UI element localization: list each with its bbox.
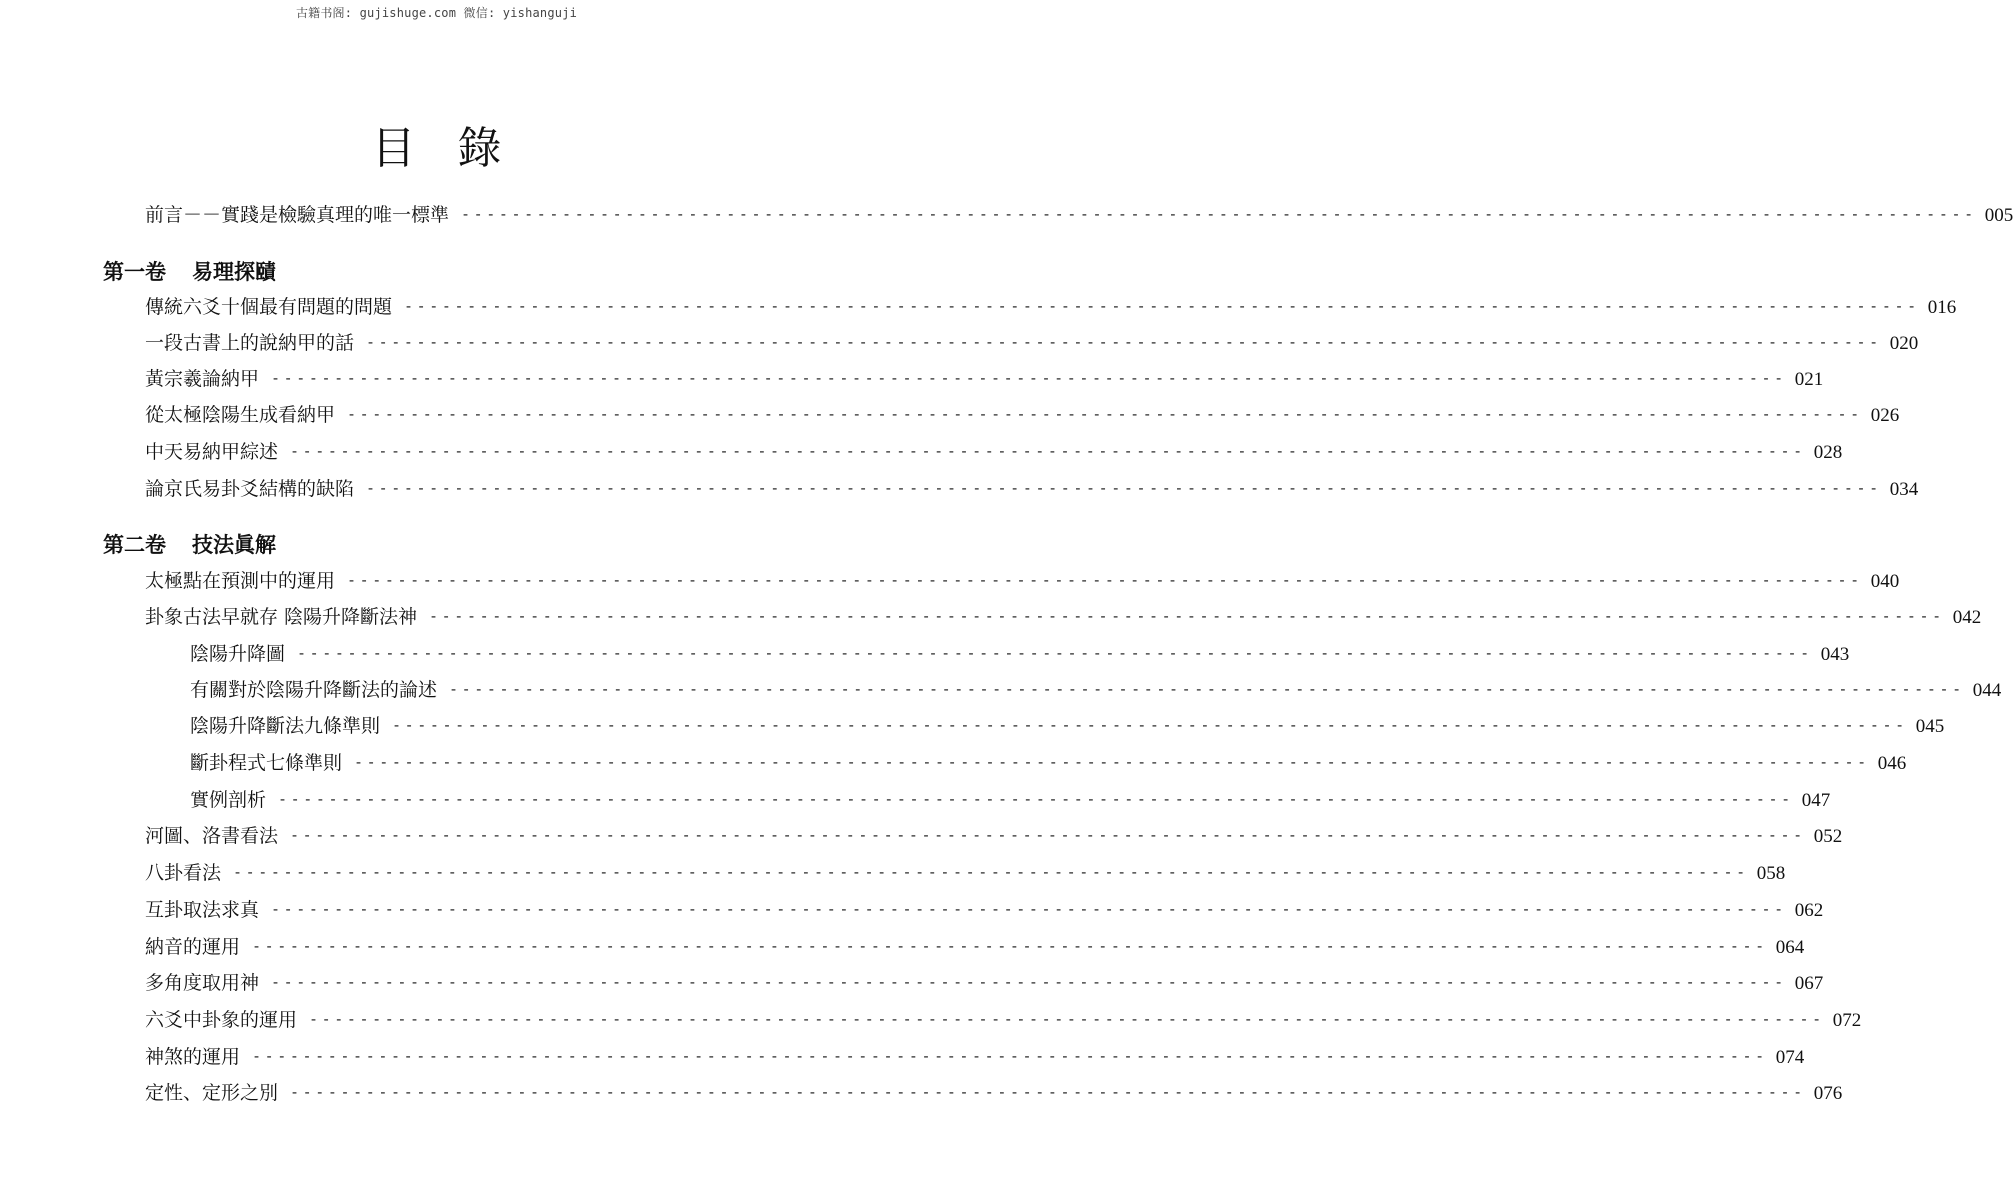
toc-entry[interactable] <box>145 1078 1843 1108</box>
entry-label: 前言－－實踐是檢驗真理的唯一標準 <box>145 204 450 226</box>
entry-label: 陰陽升降斷法九條準則 <box>190 715 381 737</box>
toc-subentry[interactable] <box>190 639 1850 669</box>
entry-label: 互卦取法求真 <box>145 899 260 921</box>
dot-leader: ------------------------------------------------------------------------------------------------------------------------ <box>347 571 1863 589</box>
entry-page-number: 044 <box>1972 680 2002 701</box>
entry-page-number: 021 <box>1794 369 1824 390</box>
entry-label: 八卦看法 <box>145 862 222 884</box>
dot-leader: ------------------------------------------------------------------------------------------------------------------------ <box>297 644 1813 662</box>
entry-label: 黃宗羲論納甲 <box>145 368 260 390</box>
entry-page-number: 042 <box>1952 607 1982 628</box>
toc-entry[interactable] <box>145 1042 1805 1072</box>
toc-entry[interactable] <box>145 474 1919 504</box>
volume-heading-2 <box>103 529 276 559</box>
entry-label: 河圖、洛書看法 <box>145 825 279 847</box>
dot-leader: ------------------------------------------------------------------------------------------------------------------------ <box>290 1083 1806 1101</box>
entry-page-number: 076 <box>1813 1083 1843 1104</box>
dot-leader: ------------------------------------------------------------------------------------------------------------------------ <box>429 607 1945 625</box>
entry-page-number: 072 <box>1832 1010 1862 1031</box>
entry-page-number: 026 <box>1870 405 1900 426</box>
entry-label: 多角度取用神 <box>145 972 260 994</box>
dot-leader: ------------------------------------------------------------------------------------------------------------------------ <box>404 297 1920 315</box>
volume-name: 易理探賾 <box>192 260 276 284</box>
dot-leader: ------------------------------------------------------------------------------------------------------------------------ <box>252 1047 1768 1065</box>
dot-leader: ------------------------------------------------------------------------------------------------------------------------ <box>461 205 1977 223</box>
dot-leader: ------------------------------------------------------------------------------------------------------------------------ <box>366 479 1882 497</box>
toc-subentry[interactable] <box>190 785 1831 815</box>
toc-entry-preface[interactable] <box>145 200 2013 230</box>
volume-number: 第一卷 <box>103 260 166 284</box>
entry-page-number: 034 <box>1889 479 1919 500</box>
toc-entry[interactable] <box>145 328 1919 358</box>
entry-page-number: 020 <box>1889 333 1919 354</box>
dot-leader: ------------------------------------------------------------------------------------------------------------------------ <box>233 863 1749 881</box>
toc-subentry[interactable] <box>190 711 1945 741</box>
entry-page-number: 046 <box>1877 753 1907 774</box>
entry-label: 實例剖析 <box>190 789 267 811</box>
dot-leader: ------------------------------------------------------------------------------------------------------------------------ <box>347 405 1863 423</box>
toc-entry[interactable] <box>145 400 1900 430</box>
toc-entry[interactable] <box>145 364 1824 394</box>
entry-page-number: 058 <box>1756 863 1786 884</box>
toc-entry[interactable] <box>145 895 1824 925</box>
page-title: 目錄 <box>371 123 544 174</box>
entry-label: 傳統六爻十個最有問題的問題 <box>145 296 393 318</box>
dot-leader: ------------------------------------------------------------------------------------------------------------------------ <box>449 680 1965 698</box>
volume-name: 技法眞解 <box>192 533 276 557</box>
toc-entry[interactable] <box>145 566 1900 596</box>
dot-leader: ------------------------------------------------------------------------------------------------------------------------ <box>366 333 1882 351</box>
toc-entry[interactable] <box>145 437 1843 467</box>
dot-leader: ------------------------------------------------------------------------------------------------------------------------ <box>271 973 1787 991</box>
entry-page-number: 043 <box>1820 644 1850 665</box>
toc-entry[interactable] <box>145 821 1843 851</box>
dot-leader: ------------------------------------------------------------------------------------------------------------------------ <box>290 442 1806 460</box>
entry-page-number: 052 <box>1813 826 1843 847</box>
entry-label: 從太極陰陽生成看納甲 <box>145 404 336 426</box>
entry-label: 神煞的運用 <box>145 1046 241 1068</box>
entry-label: 中天易納甲綜述 <box>145 441 279 463</box>
toc-entry[interactable] <box>145 602 1982 632</box>
toc-entry[interactable] <box>145 858 1786 888</box>
entry-label: 有關對於陰陽升降斷法的論述 <box>190 679 438 701</box>
volume-number: 第二卷 <box>103 533 166 557</box>
entry-label: 斷卦程式七條準則 <box>190 752 343 774</box>
entry-label: 卦象古法早就存 陰陽升降斷法神 <box>145 606 418 628</box>
toc-entry[interactable] <box>145 932 1805 962</box>
entry-page-number: 074 <box>1775 1047 1805 1068</box>
toc-subentry[interactable] <box>190 675 2002 705</box>
entry-page-number: 028 <box>1813 442 1843 463</box>
entry-label: 陰陽升降圖 <box>190 643 286 665</box>
toc-subentry[interactable] <box>190 748 1907 778</box>
entry-label: 納音的運用 <box>145 936 241 958</box>
dot-leader: ------------------------------------------------------------------------------------------------------------------------ <box>354 753 1870 771</box>
toc-entry[interactable] <box>145 968 1824 998</box>
toc-entry[interactable] <box>145 292 1957 322</box>
dot-leader: ------------------------------------------------------------------------------------------------------------------------ <box>271 369 1787 387</box>
dot-leader: ------------------------------------------------------------------------------------------------------------------------ <box>278 790 1794 808</box>
entry-label: 六爻中卦象的運用 <box>145 1009 298 1031</box>
entry-page-number: 040 <box>1870 571 1900 592</box>
entry-page-number: 062 <box>1794 900 1824 921</box>
toc-entry[interactable] <box>145 1005 1862 1035</box>
dot-leader: ------------------------------------------------------------------------------------------------------------------------ <box>309 1010 1825 1028</box>
entry-page-number: 064 <box>1775 937 1805 958</box>
watermark: 古籍书阁: gujishuge.com 微信: yishanguji <box>295 6 578 20</box>
dot-leader: ------------------------------------------------------------------------------------------------------------------------ <box>290 826 1806 844</box>
entry-label: 論京氏易卦爻結構的缺陷 <box>145 478 355 500</box>
volume-heading-1 <box>103 256 276 286</box>
entry-page-number: 005 <box>1984 205 2013 226</box>
entry-label: 太極點在預測中的運用 <box>145 570 336 592</box>
entry-page-number: 045 <box>1915 716 1945 737</box>
entry-page-number: 047 <box>1801 790 1831 811</box>
dot-leader: ------------------------------------------------------------------------------------------------------------------------ <box>252 937 1768 955</box>
entry-page-number: 016 <box>1927 297 1957 318</box>
entry-label: 定性、定形之別 <box>145 1082 279 1104</box>
entry-label: 一段古書上的說納甲的話 <box>145 332 355 354</box>
dot-leader: ------------------------------------------------------------------------------------------------------------------------ <box>271 900 1787 918</box>
dot-leader: ------------------------------------------------------------------------------------------------------------------------ <box>392 716 1908 734</box>
entry-page-number: 067 <box>1794 973 1824 994</box>
